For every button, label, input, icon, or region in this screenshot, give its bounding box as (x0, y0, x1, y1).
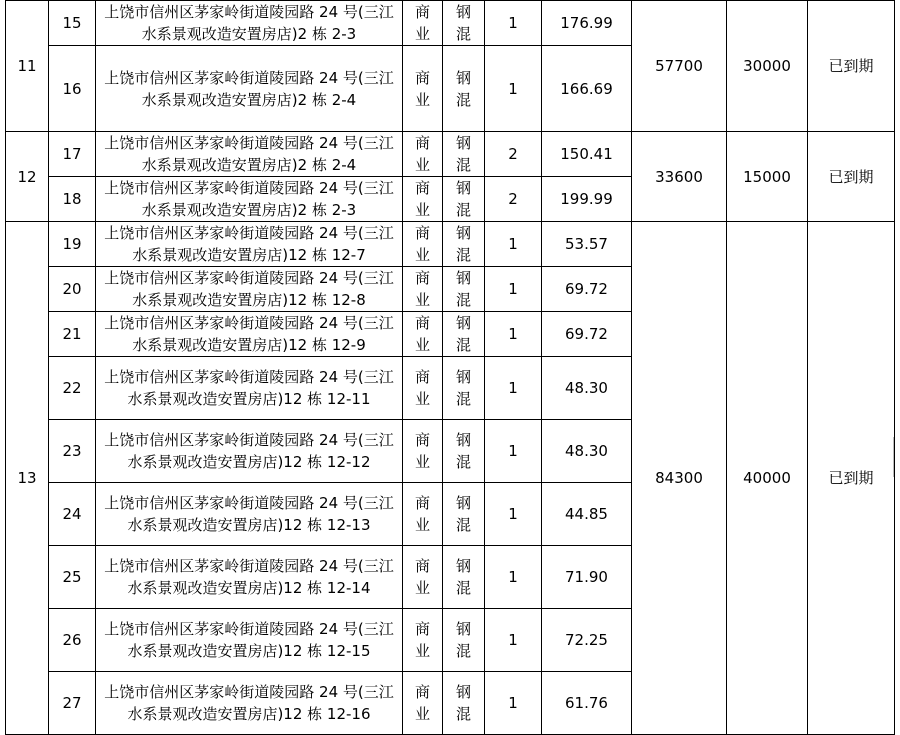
structure-cell (443, 483, 485, 546)
structure-char: 钢 (455, 269, 471, 287)
structure-char: 混 (455, 246, 471, 264)
structure-char: 钢 (455, 557, 471, 575)
address-cell: 上饶市信州区茅家岭街道陵园路 24 号(三江水系景观改造安置房店)2 栋 2-3 (96, 177, 403, 222)
structure-char: 钢 (455, 314, 471, 332)
address-cell: 上饶市信州区茅家岭街道陵园路 24 号(三江水系景观改造安置房店)2 栋 2-3 (96, 1, 403, 46)
usage-cell (403, 267, 443, 312)
floors-cell: 1 (485, 672, 542, 735)
structure-cell (443, 609, 485, 672)
usage-cell (403, 1, 443, 46)
usage-char: 商 (414, 368, 430, 386)
structure-cell (443, 420, 485, 483)
usage-char: 业 (414, 390, 430, 408)
structure-char: 钢 (455, 368, 471, 386)
area-cell: 69.72 (542, 312, 632, 357)
usage-char: 商 (414, 557, 430, 575)
address-cell: 上饶市信州区茅家岭街道陵园路 24 号(三江水系景观改造安置房店)12 栋 12-11 (96, 357, 403, 420)
item-number-cell: 16 (49, 46, 96, 132)
structure-cell (443, 357, 485, 420)
floors-cell: 1 (485, 609, 542, 672)
usage-char: 业 (414, 453, 430, 471)
area-cell: 166.69 (542, 46, 632, 132)
usage-cell (403, 222, 443, 267)
floors-cell: 1 (485, 312, 542, 357)
structure-cell (443, 546, 485, 609)
structure-char: 混 (455, 453, 471, 471)
usage-cell (403, 132, 443, 177)
structure-char: 混 (455, 390, 471, 408)
address-cell: 上饶市信州区茅家岭街道陵园路 24 号(三江水系景观改造安置房店)12 栋 12-12 (96, 420, 403, 483)
structure-char: 混 (455, 516, 471, 534)
usage-char: 业 (414, 705, 430, 723)
item-number-cell: 18 (49, 177, 96, 222)
usage-char: 商 (414, 494, 430, 512)
area-cell: 69.72 (542, 267, 632, 312)
address-cell: 上饶市信州区茅家岭街道陵园路 24 号(三江水系景观改造安置房店)12 栋 12-7 (96, 222, 403, 267)
item-number-cell: 22 (49, 357, 96, 420)
item-number-cell: 21 (49, 312, 96, 357)
address-cell: 上饶市信州区茅家岭街道陵园路 24 号(三江水系景观改造安置房店)2 栋 2-4 (96, 46, 403, 132)
floors-cell: 2 (485, 132, 542, 177)
usage-char: 商 (414, 134, 430, 152)
usage-cell (403, 46, 443, 132)
item-number-cell: 20 (49, 267, 96, 312)
usage-char: 业 (414, 291, 430, 309)
usage-char: 商 (414, 314, 430, 332)
usage-char: 业 (414, 156, 430, 174)
usage-char: 商 (414, 269, 430, 287)
status-cell: 已到期 (808, 1, 895, 132)
structure-char: 混 (455, 291, 471, 309)
structure-char: 钢 (455, 224, 471, 242)
structure-char: 钢 (455, 683, 471, 701)
item-number-cell: 15 (49, 1, 96, 46)
structure-char: 钢 (455, 431, 471, 449)
usage-char: 业 (414, 516, 430, 534)
usage-cell (403, 483, 443, 546)
item-number-cell: 23 (49, 420, 96, 483)
deposit-cell: 15000 (727, 132, 808, 222)
area-cell: 176.99 (542, 1, 632, 46)
area-cell: 44.85 (542, 483, 632, 546)
status-cell: 已到期 (808, 132, 895, 222)
item-number-cell: 26 (49, 609, 96, 672)
usage-char: 业 (414, 201, 430, 219)
group-number-cell: 11 (6, 1, 49, 132)
usage-char: 商 (414, 179, 430, 197)
deposit-cell: 40000 (727, 222, 808, 735)
area-cell: 48.30 (542, 420, 632, 483)
area-cell: 72.25 (542, 609, 632, 672)
floors-cell: 1 (485, 420, 542, 483)
structure-char: 混 (455, 579, 471, 597)
structure-char: 混 (455, 156, 471, 174)
listing-table (5, 0, 895, 735)
scrollbar-edge[interactable] (893, 437, 900, 477)
floors-cell: 1 (485, 222, 542, 267)
structure-cell (443, 132, 485, 177)
structure-cell (443, 222, 485, 267)
usage-cell (403, 312, 443, 357)
table-row (6, 222, 895, 267)
structure-char: 钢 (455, 179, 471, 197)
structure-cell (443, 46, 485, 132)
usage-cell (403, 420, 443, 483)
structure-char: 钢 (455, 68, 471, 87)
usage-char: 商 (414, 620, 430, 638)
table-row (6, 132, 895, 177)
structure-cell (443, 312, 485, 357)
usage-char: 商 (414, 224, 430, 242)
structure-char: 钢 (455, 494, 471, 512)
floors-cell: 1 (485, 1, 542, 46)
item-number-cell: 27 (49, 672, 96, 735)
structure-char: 钢 (455, 3, 471, 21)
item-number-cell: 17 (49, 132, 96, 177)
price-cell: 33600 (632, 132, 727, 222)
usage-char: 商 (414, 3, 430, 21)
usage-cell (403, 546, 443, 609)
usage-char: 业 (414, 25, 430, 43)
area-cell: 53.57 (542, 222, 632, 267)
usage-char: 业 (414, 246, 430, 264)
item-number-cell: 24 (49, 483, 96, 546)
structure-cell (443, 267, 485, 312)
usage-char: 业 (414, 336, 430, 354)
structure-char: 钢 (455, 134, 471, 152)
floors-cell: 2 (485, 177, 542, 222)
deposit-cell: 30000 (727, 1, 808, 132)
usage-char: 业 (414, 579, 430, 597)
usage-cell (403, 177, 443, 222)
address-cell: 上饶市信州区茅家岭街道陵园路 24 号(三江水系景观改造安置房店)12 栋 12-8 (96, 267, 403, 312)
usage-cell (403, 672, 443, 735)
address-cell: 上饶市信州区茅家岭街道陵园路 24 号(三江水系景观改造安置房店)12 栋 12-13 (96, 483, 403, 546)
price-cell: 57700 (632, 1, 727, 132)
usage-char: 业 (414, 642, 430, 660)
area-cell: 150.41 (542, 132, 632, 177)
item-number-cell: 25 (49, 546, 96, 609)
floors-cell: 1 (485, 483, 542, 546)
address-cell: 上饶市信州区茅家岭街道陵园路 24 号(三江水系景观改造安置房店)2 栋 2-4 (96, 132, 403, 177)
structure-cell (443, 672, 485, 735)
structure-char: 混 (455, 90, 471, 109)
area-cell: 48.30 (542, 357, 632, 420)
status-cell: 已到期 (808, 222, 895, 735)
structure-char: 混 (455, 705, 471, 723)
usage-cell (403, 357, 443, 420)
usage-char: 商 (414, 431, 430, 449)
usage-char: 商 (414, 68, 430, 87)
structure-char: 钢 (455, 620, 471, 638)
usage-char: 业 (414, 90, 430, 109)
group-number-cell: 12 (6, 132, 49, 222)
structure-char: 混 (455, 201, 471, 219)
table-row (6, 1, 895, 46)
price-cell: 84300 (632, 222, 727, 735)
address-cell: 上饶市信州区茅家岭街道陵园路 24 号(三江水系景观改造安置房店)12 栋 12-16 (96, 672, 403, 735)
area-cell: 61.76 (542, 672, 632, 735)
structure-cell (443, 177, 485, 222)
address-cell: 上饶市信州区茅家岭街道陵园路 24 号(三江水系景观改造安置房店)12 栋 12-15 (96, 609, 403, 672)
floors-cell: 1 (485, 546, 542, 609)
structure-char: 混 (455, 336, 471, 354)
address-cell: 上饶市信州区茅家岭街道陵园路 24 号(三江水系景观改造安置房店)12 栋 12-9 (96, 312, 403, 357)
floors-cell: 1 (485, 46, 542, 132)
group-number-cell: 13 (6, 222, 49, 735)
structure-char: 混 (455, 642, 471, 660)
structure-char: 混 (455, 25, 471, 43)
usage-char: 商 (414, 683, 430, 701)
floors-cell: 1 (485, 357, 542, 420)
table-body (6, 1, 895, 735)
usage-cell (403, 609, 443, 672)
address-cell: 上饶市信州区茅家岭街道陵园路 24 号(三江水系景观改造安置房店)12 栋 12-14 (96, 546, 403, 609)
floors-cell: 1 (485, 267, 542, 312)
area-cell: 71.90 (542, 546, 632, 609)
structure-cell (443, 1, 485, 46)
area-cell: 199.99 (542, 177, 632, 222)
item-number-cell: 19 (49, 222, 96, 267)
